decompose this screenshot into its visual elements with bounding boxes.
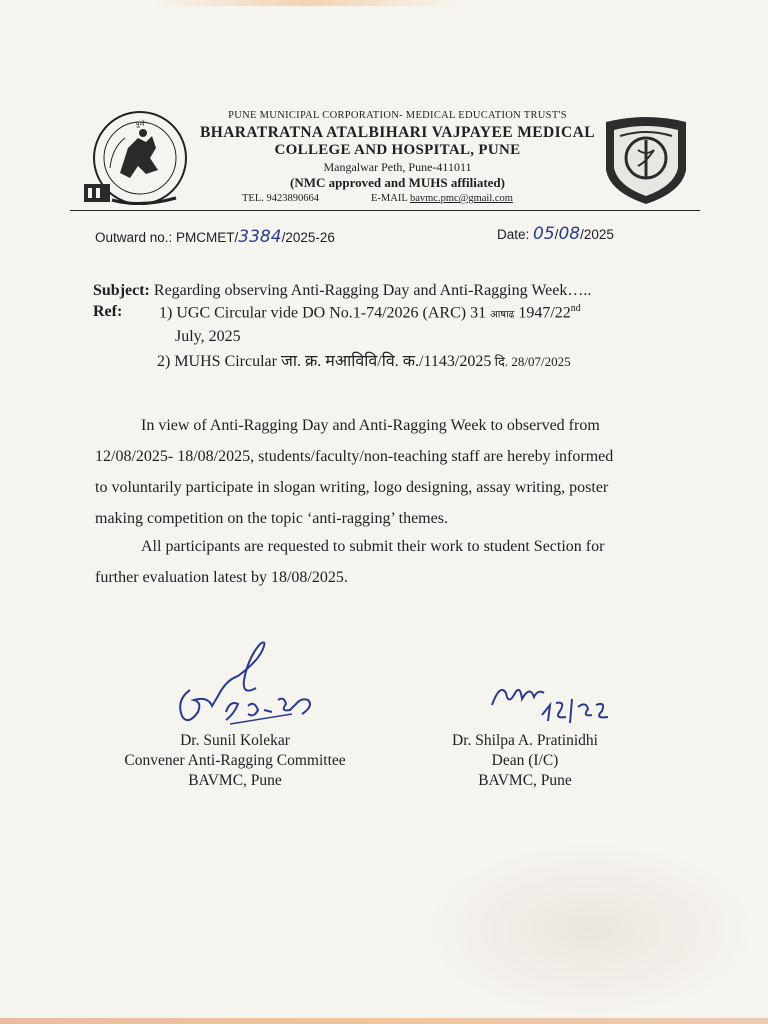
paper-stain xyxy=(420,840,760,1020)
outward-year: /2025-26 xyxy=(281,230,335,245)
ref-item-1-year: 1947/22 xyxy=(514,304,571,322)
date-month: 08 xyxy=(558,224,581,244)
reference-line xyxy=(93,303,581,322)
signatory-block-2 xyxy=(410,731,640,791)
ref-item-2-text: 2) MUHS Circular जा. क्र. मआविवि/वि. क./1143/2025 xyxy=(157,353,492,370)
college-shield-logo xyxy=(600,112,692,206)
subject-label: Subject: xyxy=(93,282,150,299)
outward-number xyxy=(95,227,335,247)
body-paragraph-1 xyxy=(95,410,665,534)
body-line: making competition on the topic ‘anti-ragging’ themes. xyxy=(95,510,448,527)
college-address: Mangalwar Peth, Pune-411011 xyxy=(323,160,472,174)
outward-label: Outward no.: PMCMET/ xyxy=(95,230,239,245)
approval-note: (NMC approved and MUHS affiliated) xyxy=(290,175,505,190)
body-line: to voluntarily participate in slogan writing, logo designing, assay writing, poster xyxy=(95,479,609,496)
subject-line xyxy=(93,282,591,300)
signature-shilpa-pratinidhi xyxy=(486,675,626,727)
body-line: All participants are requested to submit their work to student Section for xyxy=(141,538,605,555)
telephone: TEL. 9423890664 xyxy=(242,193,319,204)
signatory-org: BAVMC, Pune xyxy=(188,772,282,789)
date-day: 05 xyxy=(533,224,555,244)
body-line: 12/08/2025- 18/08/2025, students/faculty/non-teaching staff are hereby informed xyxy=(95,448,614,465)
body-line: further evaluation latest by 18/08/2025. xyxy=(95,569,348,586)
college-name-line1: BHARATRATNA ATALBIHARI VAJPAYEE MEDICAL xyxy=(200,124,595,141)
ref-item-1-month: आषाढ xyxy=(490,309,515,321)
paper-edge-mark xyxy=(0,1018,768,1024)
signatory-org: BAVMC, Pune xyxy=(478,772,572,789)
body-line: In view of Anti-Ragging Day and Anti-Ragging Week to observed from xyxy=(141,417,600,434)
email-label: E-MAIL xyxy=(371,193,410,204)
pmc-seal-logo xyxy=(80,108,192,208)
ref-item-1-continued: July, 2025 xyxy=(175,328,241,345)
contact-line xyxy=(242,193,513,204)
header-divider xyxy=(70,210,700,211)
email-value: bavmc.pmc@gmail.com xyxy=(409,193,513,204)
date-sep: / xyxy=(554,227,559,242)
ref-item-1-text: 1) UGC Circular vide DO No.1-74/2026 (ARC) 31 xyxy=(159,304,491,322)
signatory-name: Dr. Sunil Kolekar xyxy=(180,732,290,749)
ref-item-2-date: दि. 28/07/2025 xyxy=(491,354,571,369)
ref-label: Ref: xyxy=(93,303,123,320)
date-year: /2025 xyxy=(580,227,614,242)
college-name-line2: COLLEGE AND HOSPITAL, PUNE xyxy=(274,142,521,158)
body-paragraph-2 xyxy=(95,531,665,593)
letter-date xyxy=(497,224,614,244)
paper-edge-mark xyxy=(0,0,768,6)
signature-sunil-kolekar xyxy=(168,640,328,730)
ref-item-2 xyxy=(157,349,571,371)
outward-handwritten-number: 3384 xyxy=(238,227,282,247)
seal-text: पुणे xyxy=(135,120,145,128)
date-label: Date: xyxy=(497,227,534,242)
ref-item-1 xyxy=(159,303,581,322)
signatory-title: Dean (I/C) xyxy=(491,752,559,769)
signatory-block-1 xyxy=(95,731,375,791)
subject-text: Regarding observing Anti-Ragging Day and Anti-Ragging Week….. xyxy=(149,282,592,299)
trust-name: PUNE MUNICIPAL CORPORATION- MEDICAL EDUCATION TRUST'S xyxy=(228,110,567,121)
ref-item-1-sup: nd xyxy=(570,303,581,314)
signatory-title: Convener Anti-Ragging Committee xyxy=(124,752,346,769)
signatory-name: Dr. Shilpa A. Pratinidhi xyxy=(452,732,598,749)
email xyxy=(371,193,513,204)
